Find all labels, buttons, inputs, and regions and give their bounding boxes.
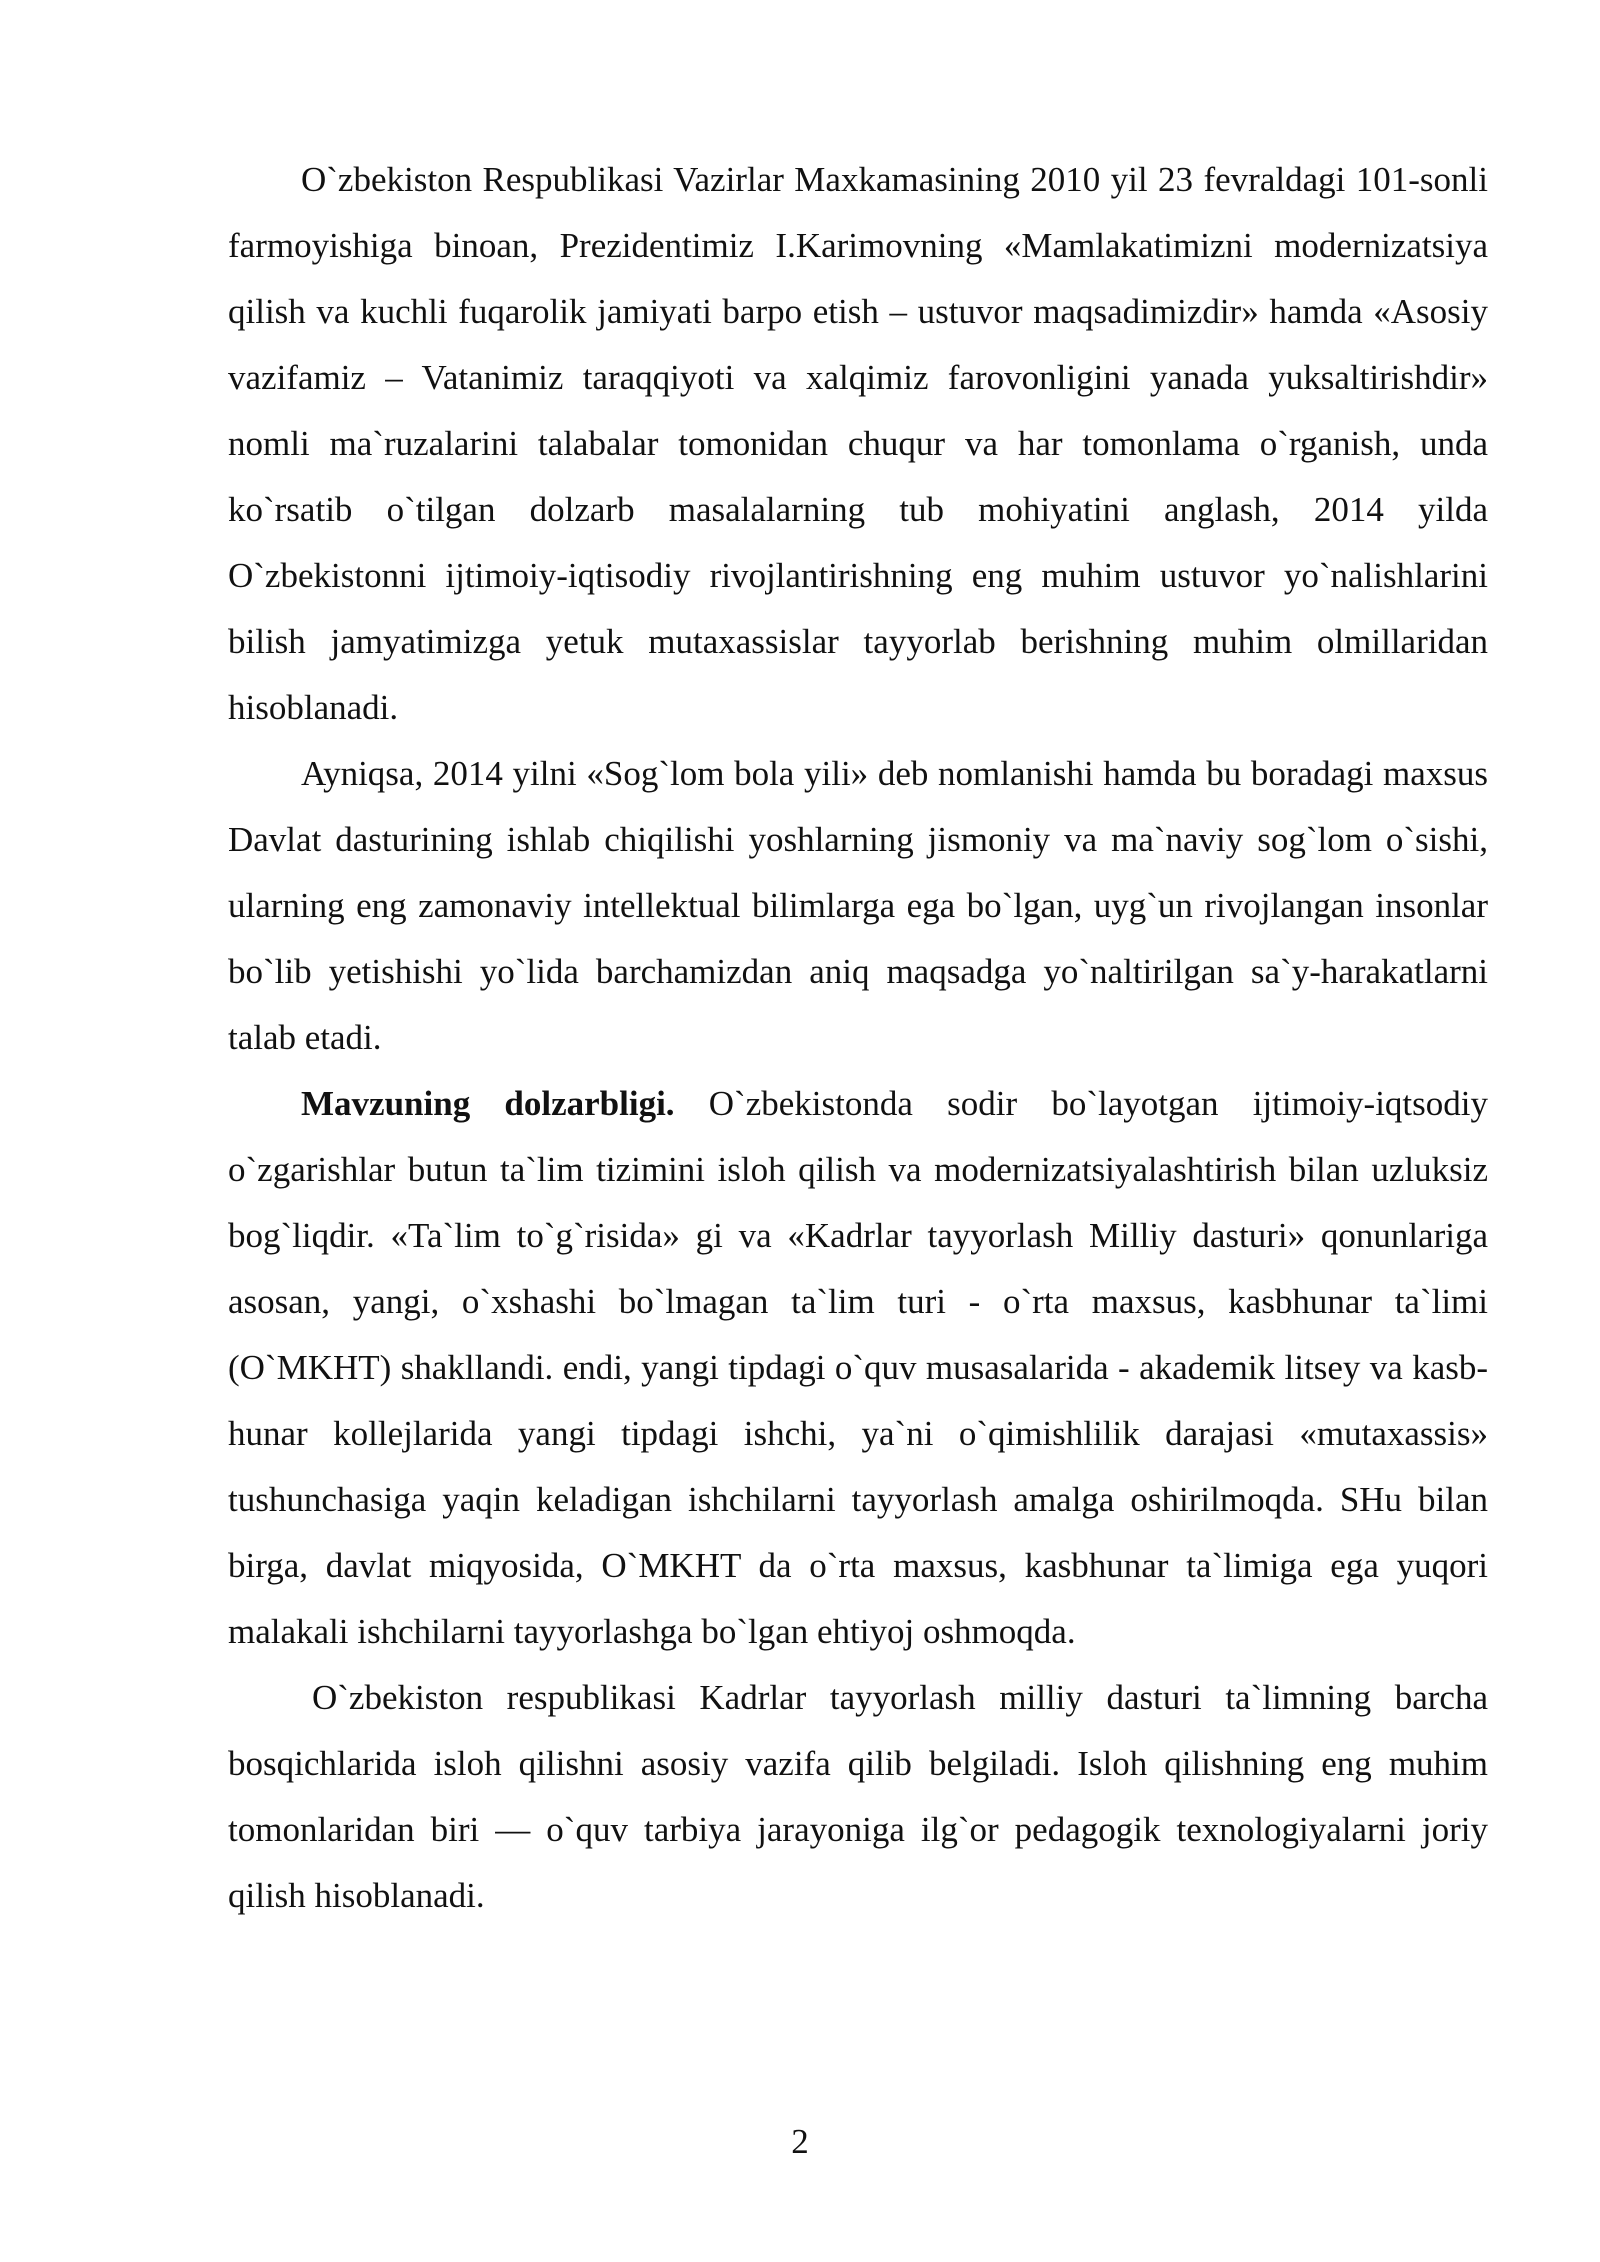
paragraph-text: Ayniqsa, 2014 yilni «Sog`lom bola yili» deb nomlanishi hamda bu boradagi maxsus Davlat dasturining ishlab chiqilishi yoshlarning jismoniy va ma`naviy sog`lom o`sishi, ularning eng zamonaviy intellektual bilimlarga ega bo`lgan, uyg`un rivojlangan insonlar bo`lib yetishishi yo`lida barchamizdan aniq maqsadga yo`naltirilgan sa`y-harakatlarni talab etadi. — [228, 754, 1488, 1057]
paragraph-lead-heading: Mavzuning dolzarbligi. — [301, 1084, 675, 1123]
page-number: 2 — [791, 2122, 809, 2161]
body-text — [228, 147, 1488, 1929]
paragraph-text: O`zbekiston respublikasi Kadrlar tayyorlash milliy dasturi ta`limning barcha bosqichlarida isloh qilishni asosiy vazifa qilib belgiladi. Isloh qilishning eng muhim tomonlaridan biri — o`quv tarbiya jarayoniga ilg`or pedagogik texnologiyalarni joriy qilish hisoblanadi. — [228, 1678, 1488, 1915]
paragraph-national-program — [228, 1665, 1488, 1929]
paragraph-text: O`zbekiston Respublikasi Vazirlar Maxkamasining 2010 yil 23 fevraldagi 101-sonli farmoyishiga binoan, Prezidentimiz I.Karimovning «Mamlakatimizni modernizatsiya qilish va kuchli fuqarolik jamiyati barpo etish – ustuvor maqsadimizdir» hamda «Asosiy vazifamiz – Vatanimiz taraqqiyoti va xalqimiz farovonligini yanada yuksaltirishdir» nomli ma`ruzalarini talabalar tomonidan chuqur va har tomonlama o`rganish, unda ko`rsatib o`tilgan dolzarb masalalarning tub mohiyatini anglash, 2014 yilda O`zbekistonni ijtimoiy-iqtisodiy rivojlantirishning eng muhim ustuvor yo`nalishlarini bilish jamyatimizga yetuk mutaxassislar tayyorlab berishning muhim olmillaridan hisoblanadi. — [228, 160, 1488, 727]
paragraph-text: O`zbekistonda sodir bo`layotgan ijtimoiy-iqtsodiy o`zgarishlar butun ta`lim tizimini isloh qilish va modernizatsiyalashtirish bilan uzluksiz bog`liqdir. «Ta`lim to`g`risida» gi va «Kadrlar tayyorlash Milliy dasturi» qonunlariga asosan, yangi, o`xshashi bo`lmagan ta`lim turi - o`rta maxsus, kasbhunar ta`limi (O`MKHT) shakllandi. endi, yangi tipdagi o`quv musasalarida - akademik litsey va kasb-hunar kollejlarida yangi tipdagi ishchi, ya`ni o`qimishlilik darajasi «mutaxassis» tushunchasiga yaqin keladigan ishchilarni tayyorlash amalga oshirilmoqda. SHu bilan birga, davlat miqyosida, O`MKHT da o`rta maxsus, kasbhunar ta`limiga ega yuqori malakali ishchilarni tayyorlashga bo`lgan ehtiyoj oshmoqda. — [228, 1084, 1488, 1651]
paragraph-topic-relevance — [228, 1071, 1488, 1665]
paragraph-healthy-child-year — [228, 741, 1488, 1071]
paragraph-decree — [228, 147, 1488, 741]
